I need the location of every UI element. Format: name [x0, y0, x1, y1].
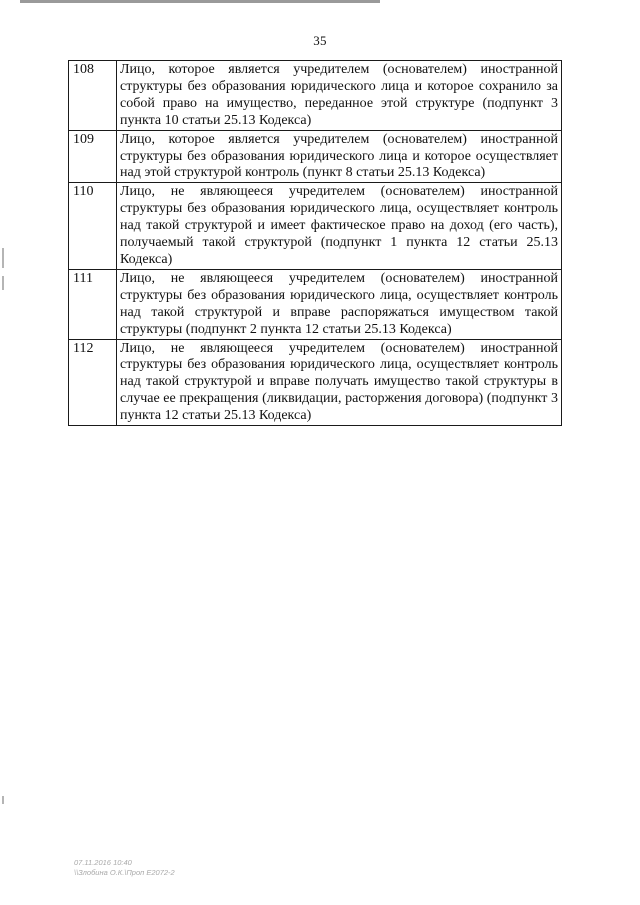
- page-number: 35: [313, 33, 327, 48]
- table-row: [69, 61, 562, 131]
- table-row: [69, 183, 562, 270]
- row-description: Лицо, не являющееся учредителем (основателем) иностранной структуры без образования юридического лица, осуществляет контроль над такой структурой и имеет фактическое право на доход (его часть), получаемый такой структурой (подпункт 1 пункта 12 статьи 25.13 Кодекса): [117, 183, 562, 270]
- scan-edge-top: [20, 0, 380, 3]
- table-row: [69, 339, 562, 426]
- table-row: [69, 130, 562, 183]
- row-code: 109: [69, 130, 117, 183]
- footer-stamp-path: \\Злобина О.К.\Проп Е2072-2: [74, 868, 175, 877]
- footer-stamp: [74, 858, 175, 878]
- row-description: Лицо, не являющееся учредителем (основателем) иностранной структуры без образования юридического лица, осуществляет контроль над такой структурой и вправе получать имущество такой структуры в случае ее прекращения (ликвидации, расторжения договора) (подпункт 3 пункта 12 статьи 25.13 Кодекса): [117, 339, 562, 426]
- codes-table: [68, 60, 562, 426]
- footer-stamp-date: 07.11.2016 10:40: [74, 858, 132, 867]
- row-description: Лицо, которое является учредителем (основателем) иностранной структуры без образования юридического лица и которое осуществляет над этой структурой контроль (пункт 8 статьи 25.13 Кодекса): [117, 130, 562, 183]
- row-description: Лицо, не являющееся учредителем (основателем) иностранной структуры без образования юридического лица, осуществляет контроль над такой структурой и вправе распоряжаться имуществом такой структуры (подпункт 2 пункта 12 статьи 25.13 Кодекса): [117, 269, 562, 339]
- scan-edge-left: [2, 0, 6, 905]
- row-code: 110: [69, 183, 117, 270]
- row-description: Лицо, которое является учредителем (основателем) иностранной структуры без образования юридического лица и которое сохранило за собой право на имущество, переданное этой структуре (подпункт 3 пункта 10 статьи 25.13 Кодекса): [117, 61, 562, 131]
- row-code: 111: [69, 269, 117, 339]
- table-row: [69, 269, 562, 339]
- row-code: 112: [69, 339, 117, 426]
- row-code: 108: [69, 61, 117, 131]
